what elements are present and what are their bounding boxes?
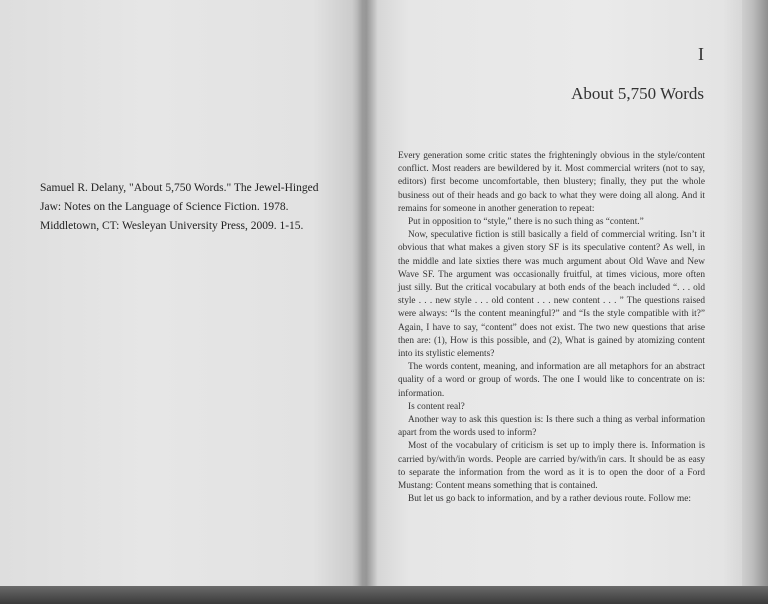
chapter-title: About 5,750 Words (571, 84, 704, 103)
paragraph: Another way to ask this question is: Is there such a thing as verbal information apart from the words used to inform? (398, 415, 705, 439)
citation (40, 179, 320, 236)
chapter-body (398, 150, 705, 506)
citation-line: Middletown, CT: Wesleyan University Press, 2009. 1-15. (40, 220, 304, 232)
paragraph: Most of the vocabulary of criticism is set up to imply there is. Information is carried by/with/in words. People are carried by/with/in cars. It should be as easy to separate the information from the word as it is to open the door of a Ford Mustang: Content means something that is contained. (398, 441, 705, 492)
paragraph: Put in opposition to “style,” there is no such thing as “content.” (408, 217, 644, 228)
bottom-shadow (0, 586, 768, 604)
paragraph: The words content, meaning, and information are all metaphors for an abstract quality of a word or group of words. The one I would like to concentrate on is: information. (398, 362, 705, 399)
chapter-number: I (698, 44, 704, 64)
paragraph: Now, speculative fiction is still basically a field of commercial writing. Isn’t it obvious that what makes a given story SF is its speculative content? As well, in the middle and late sixties there was much argument about Old Wave and New Wave SF. The argument was occasionally fruitful, at times vicious, more often just silly. But the critical vocabulary at both ends of the beach included “. . . old style . . . new style . . . old content . . . new content . . . ” The questions raised were always: “Is the content meaningful?” and “Is the style compatible with it?” Again, I have to say, “content” does not exist. The two new questions that arise then are: (1), How is this possible, and (2), What is gained by atomizing content into its stylistic elements? (398, 230, 705, 360)
paragraph: Is content real? (408, 401, 465, 412)
citation-line: Jaw: Notes on the Language of Science Fiction. 1978. (40, 201, 289, 213)
citation-line: Samuel R. Delany, "About 5,750 Words." The Jewel-Hinged (40, 182, 319, 194)
page-edge (742, 0, 768, 604)
left-page (0, 0, 368, 586)
paragraph: Every generation some critic states the frighteningly obvious in the style/content conflict. Most readers are bewildered by it. Most commercial writers (not to say, editors) first become uncomfortable, then blustery; finally, they put the whole business out of their heads and go back to what they were doing all along. And it remains for someone in another generation to repeat: (398, 151, 705, 214)
book-gutter (352, 0, 378, 596)
paragraph: But let us go back to information, and by a rather devious route. Follow me: (408, 494, 691, 505)
